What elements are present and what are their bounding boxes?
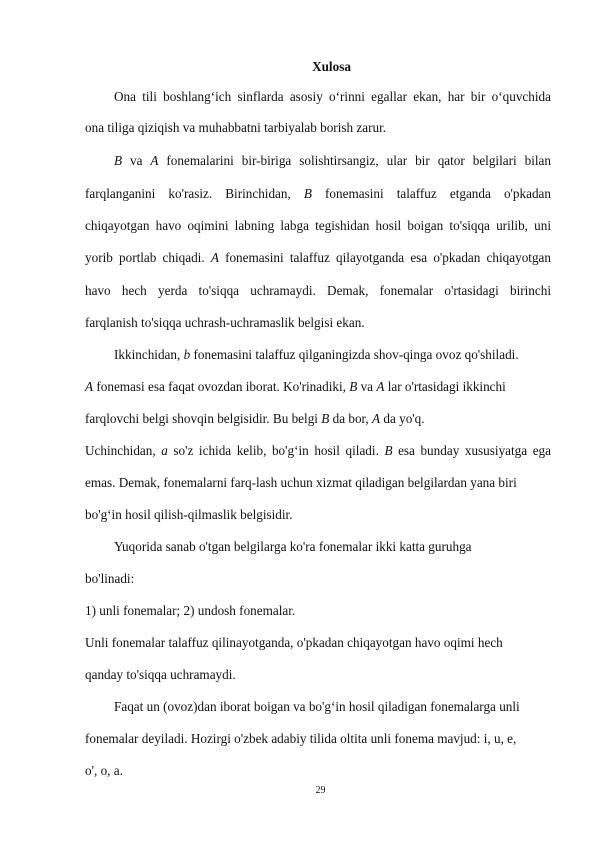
text-run: farqlovchi belgi shovqin belgisidir. Bu belgi: [85, 411, 322, 426]
text-run: farqlanish to'siqqa uchrash-uchramaslik belgisi ekan.: [85, 315, 365, 330]
paragraph-line-8: [85, 315, 551, 331]
italic-letter: a: [161, 443, 168, 458]
text-run: bo'g‘in hosil qilish-qilmaslik belgisidir.: [85, 507, 293, 522]
text-run: fonemasini talaffuz qilayotganda esa o'pkadan chiqayotgan: [218, 250, 551, 265]
text-run: lar o'rtasidagi ikkinchi: [384, 379, 506, 394]
italic-letter: B: [384, 443, 393, 458]
paragraph-line-3: [114, 153, 551, 169]
text-run: fonemasini talaffuz qilganingizda shov-qinga ovoz qo'shiladi.: [190, 347, 519, 362]
paragraph-line-10: [85, 379, 551, 395]
paragraph-line-12: [85, 443, 551, 459]
italic-letter: B: [349, 379, 358, 394]
italic-letter: A: [150, 153, 159, 168]
text-run: yorib portlab chiqadi.: [85, 250, 211, 265]
text-run: ona tiliga qiziqish va muhabbatni tarbiyalab borish zarur.: [85, 120, 387, 135]
text-run: Yuqorida sanab o'tgan belgilarga ko'ra fonemalar ikki katta guruhga: [114, 539, 472, 554]
page-title: Xulosa: [312, 59, 351, 74]
paragraph-line-4: [85, 186, 551, 202]
text-run: esa bunday xususiyatga ega: [392, 443, 551, 458]
italic-letter: B: [303, 186, 312, 201]
paragraph-line-20: [114, 699, 580, 715]
text-run: farqlanganini ko'rasiz. Birinchidan,: [85, 186, 304, 201]
paragraph-line-21: [85, 731, 551, 747]
text-run: da bor,: [329, 411, 372, 426]
text-run: Unli fonemalar talaffuz qilinayotganda, o'pkadan chiqayotgan havo oqimi hech: [85, 635, 503, 650]
text-run: bo'linadi:: [85, 571, 135, 586]
italic-letter: B: [321, 411, 330, 426]
text-run: fonemasi esa faqat ovozdan iborat. Ko'rinadiki,: [93, 379, 350, 394]
paragraph-line-11: [85, 411, 551, 427]
italic-letter: A: [372, 411, 381, 426]
text-run: fonemasini talaffuz etganda o'pkadan: [311, 186, 551, 201]
paragraph-line-5: [85, 218, 551, 234]
italic-letter: A: [210, 250, 219, 265]
text-run: chiqayotgan havo oqimini labning labga tegishidan hosil boigan to'siqqa urilib, uni: [85, 218, 551, 233]
text-run: o', o, a.: [85, 763, 123, 778]
text-run: da yo'q.: [380, 411, 425, 426]
text-run: so'z ichida kelib, bo'g‘in hosil qiladi.: [167, 443, 385, 458]
text-run: emas. Demak, fonemalarni farq-lash uchun xizmat qiladigan belgilardan yana biri: [85, 475, 517, 490]
paragraph-line-6: [85, 250, 551, 266]
text-run: fonemalar deyiladi. Hozirgi o'zbek adabiy tilida oltita unli fonema mavjud: i, u, e,: [85, 731, 517, 746]
italic-letter: A: [85, 379, 94, 394]
text-run: Ona tili boshlang‘ich sinflarda asosiy o‘rinni egallar ekan, har bir o‘quvchida: [114, 89, 551, 104]
page-number: 29: [315, 785, 326, 796]
paragraph-line-22: [85, 763, 551, 779]
text-run: havo hech yerda to'siqqa uchramaydi. Demak, fonemalar o'rtasidagi birinchi: [85, 283, 551, 298]
paragraph-line-15: [114, 539, 580, 555]
paragraph-line-2: [85, 120, 551, 136]
paragraph-line-14: [85, 507, 551, 523]
text-run: Ikkinchidan,: [114, 347, 184, 362]
paragraph-line-19: [85, 667, 551, 683]
text-run: qanday to'siqqa uchramaydi.: [85, 667, 236, 682]
paragraph-line-13: [85, 475, 551, 491]
text-run: 1) unli fonemalar; 2) undosh fonemalar.: [85, 603, 296, 618]
paragraph-line-17: [85, 603, 551, 619]
text-run: Faqat un (ovoz)dan iborat boigan va bo'g‘in hosil qiladigan fonemalarga unli: [114, 699, 520, 714]
text-run: va: [357, 379, 377, 394]
paragraph-line-7: [85, 283, 551, 299]
text-run: va: [122, 153, 151, 168]
italic-letter: A: [376, 379, 385, 394]
paragraph-line-9: [114, 347, 580, 363]
paragraph-line-1: [114, 89, 551, 105]
italic-letter: b: [183, 347, 191, 362]
paragraph-line-16: [85, 571, 551, 587]
text-run: fonemalarini bir-biriga solishtirsangiz, ular bir qator belgilari bilan: [158, 153, 551, 168]
paragraph-line-18: [85, 635, 551, 651]
text-run: Uchinchidan,: [85, 443, 162, 458]
italic-letter: B: [114, 153, 123, 168]
